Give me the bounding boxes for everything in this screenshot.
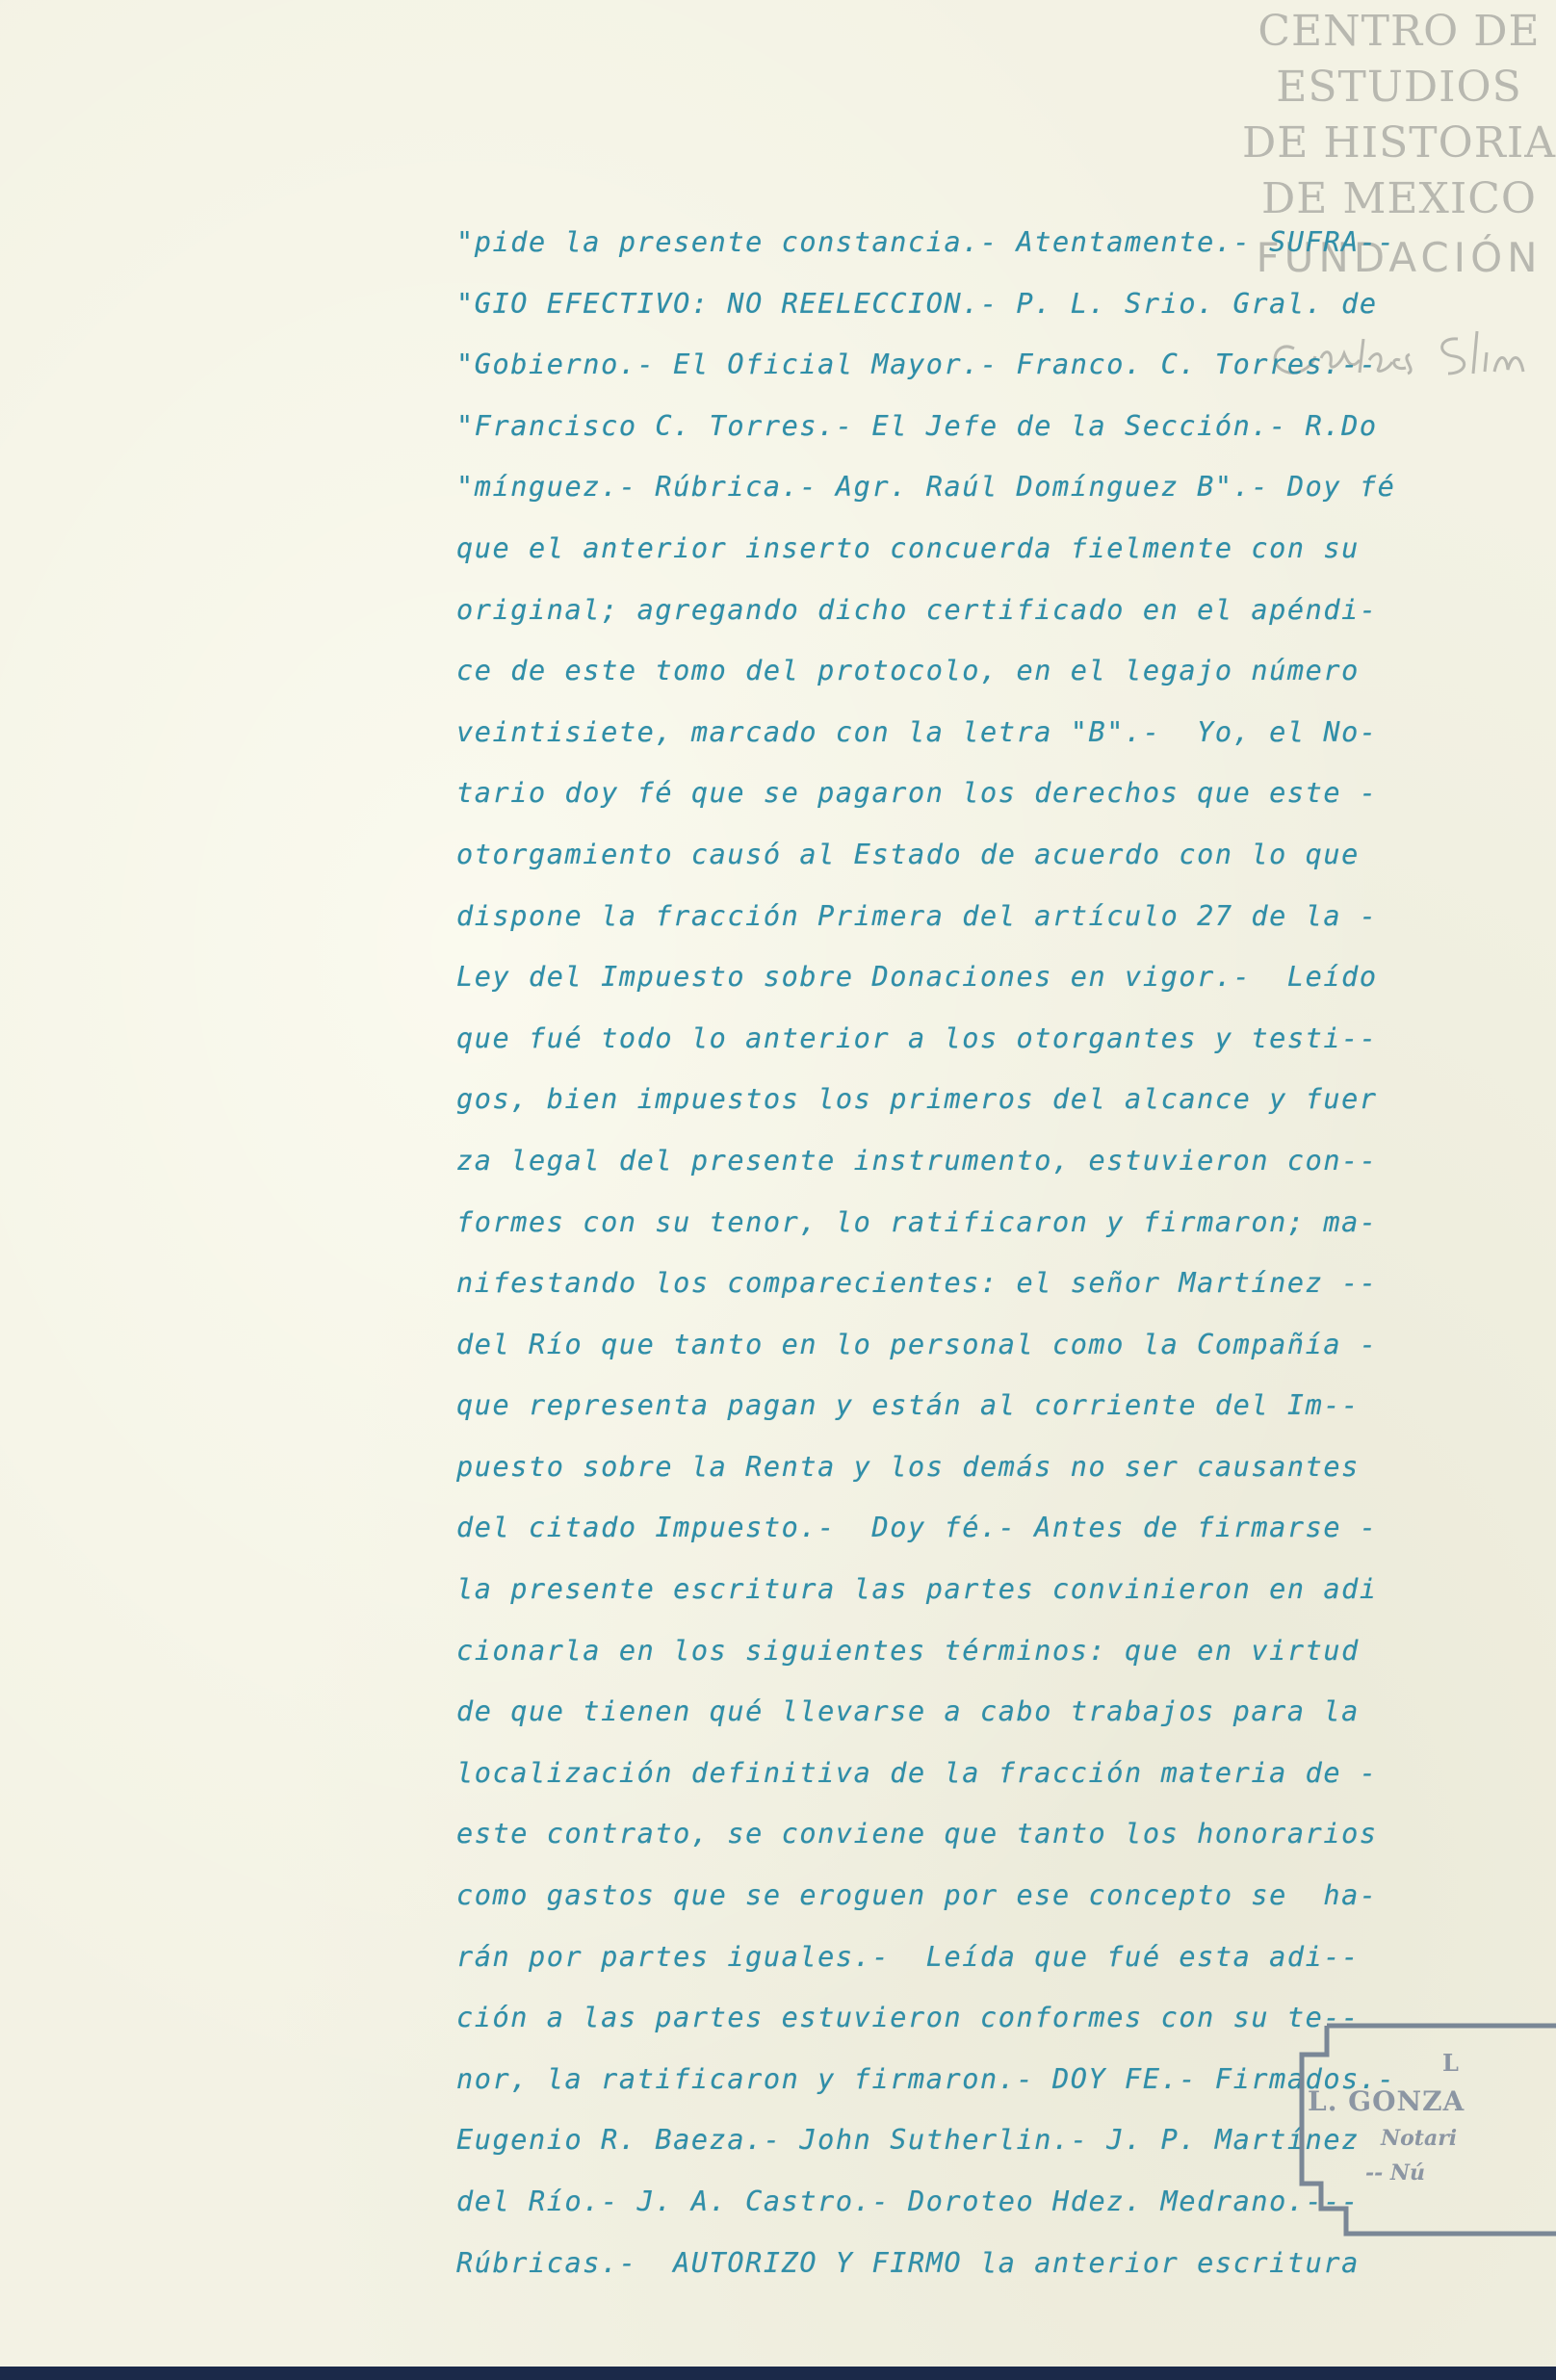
text-line: za legal del presente instrumento, estuvieron con-- <box>456 1144 1378 1177</box>
notary-stamp <box>1288 2020 1556 2251</box>
text-line: ción a las partes estuvieron conformes con su te-- <box>456 2002 1360 2034</box>
text-line: Eugenio R. Baeza.- John Sutherlin.- J. P. Martínez <box>456 2124 1360 2157</box>
text-line: nifestando los comparecientes: el señor Martínez -- <box>456 1267 1378 1300</box>
text-line: la presente escritura las partes convinieron en adi <box>456 1573 1378 1606</box>
text-line: "pide la presente constancia.- Atentamente.- SUFRA-- <box>456 226 1396 258</box>
watermark-line-1: CENTRO DE <box>1258 7 1541 56</box>
text-line: "mínguez.- Rúbrica.- Agr. Raúl Domínguez B".- Doy fé <box>456 471 1396 504</box>
text-line: dispone la fracción Primera del artículo 27 de la - <box>456 899 1378 932</box>
text-line: de que tienen qué llevarse a cabo trabajos para la <box>456 1695 1360 1728</box>
text-line: localización definitiva de la fracción materia de - <box>456 1756 1378 1789</box>
text-line: formes con su tenor, lo ratificaron y firmaron; ma- <box>456 1205 1378 1238</box>
text-line: cionarla en los siguientes términos: que en virtud <box>456 1634 1360 1667</box>
text-line: Ley del Impuesto sobre Donaciones en vigor.- Leído <box>456 961 1378 994</box>
stamp-text-4: -- Nú <box>1365 2160 1426 2186</box>
text-line: "Gobierno.- El Oficial Mayor.- Franco. C. Torres.-- <box>456 349 1378 381</box>
text-line: que representa pagan y están al corriente del Im-- <box>456 1389 1360 1422</box>
text-line: del Río.- J. A. Castro.- Doroteo Hdez. Medrano.--- <box>456 2186 1360 2217</box>
text-line: puesto sobre la Renta y los demás no ser causantes <box>456 1450 1360 1483</box>
text-line: veintisiete, marcado con la letra "B".- Yo, el No- <box>456 715 1378 748</box>
text-line: como gastos que se eroguen por ese concepto se ha- <box>456 1879 1378 1912</box>
watermark-foundation: FUNDACIÓN <box>1256 234 1543 281</box>
text-line: Rúbricas.- AUTORIZO Y FIRMO la anterior escritura <box>456 2246 1360 2279</box>
text-line: que el anterior inserto concuerda fielmente con su <box>456 531 1360 564</box>
text-line: del Río que tanto en lo personal como la Compañía - <box>456 1328 1378 1360</box>
text-line: original; agregando dicho certificado en el apéndi- <box>456 593 1378 626</box>
stamp-text-3: Notari <box>1381 2126 1458 2151</box>
text-line: este contrato, se conviene que tanto los honorarios <box>456 1818 1378 1850</box>
watermark-line-2: ESTUDIOS <box>1276 63 1522 112</box>
watermark-line-4: DE MEXICO <box>1261 174 1537 223</box>
stamp-text-1: L <box>1442 2049 1459 2077</box>
scan-bottom-edge <box>0 2367 1556 2380</box>
text-line: que fué todo lo anterior a los otorgantes y testi-- <box>456 1022 1378 1054</box>
text-line: "Francisco C. Torres.- El Jefe de la Sección.- R.Do <box>456 409 1378 442</box>
text-line: ce de este tomo del protocolo, en el legajo número <box>456 655 1360 687</box>
stamp-text-2: L. GONZA <box>1308 2085 1465 2117</box>
typed-body-text <box>456 212 1400 2293</box>
text-line: del citado Impuesto.- Doy fé.- Antes de firmarse - <box>456 1512 1378 1544</box>
text-line: otorgamiento causó al Estado de acuerdo con lo que <box>456 838 1360 870</box>
watermark-line-3: DE HISTORIA <box>1242 118 1556 168</box>
text-line: "GIO EFECTIVO: NO REELECCION.- P. L. Srio. Gral. de <box>456 287 1378 320</box>
text-line: gos, bien impuestos los primeros del alcance y fuer <box>456 1083 1378 1116</box>
text-line: tario doy fé que se pagaron los derechos que este - <box>456 777 1378 810</box>
text-line: rán por partes iguales.- Leída que fué esta adi-- <box>456 1940 1360 1973</box>
text-line: nor, la ratificaron y firmaron.- DOY FE.- Firmados.- <box>456 2062 1396 2095</box>
